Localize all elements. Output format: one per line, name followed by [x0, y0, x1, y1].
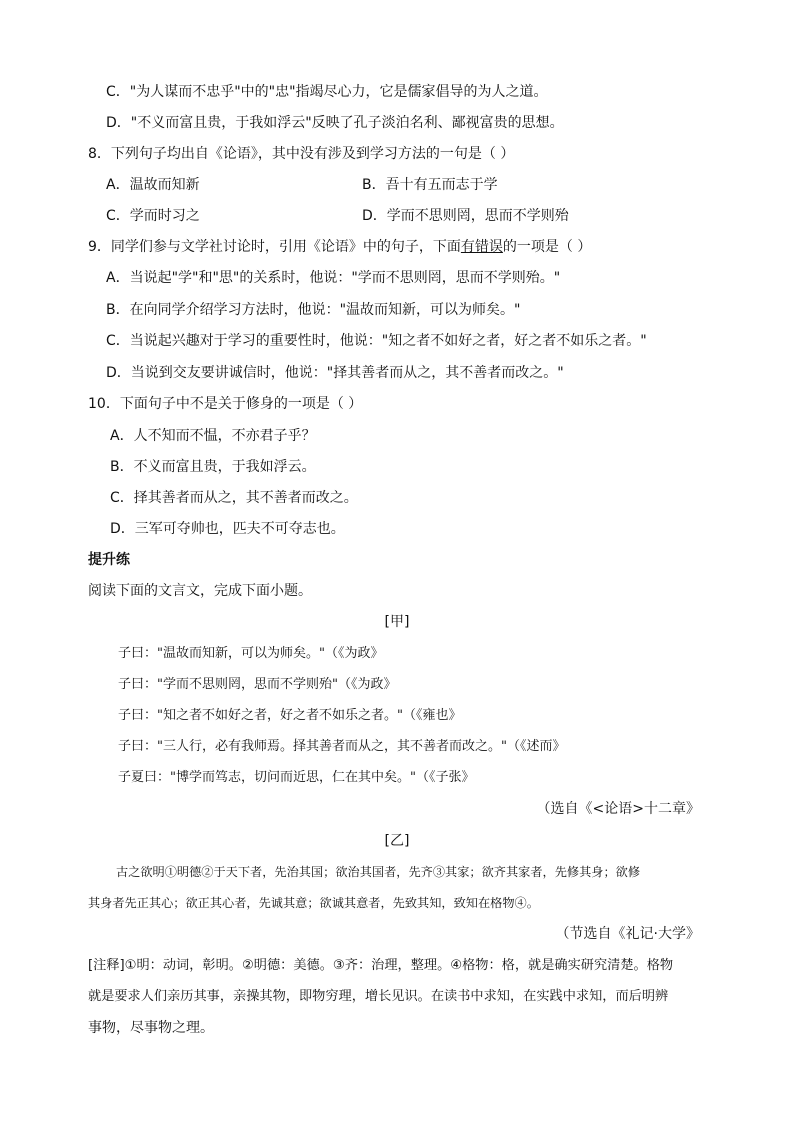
q8-option-d: D．学而不思则罔，思而不学则殆 — [362, 208, 569, 224]
q9-option-b: B．在向同学介绍学习方法时，他说："温故而知新，可以为师矣。" — [106, 302, 521, 318]
q9-stem-pre: 9．同学们参与文学社讨论时，引用《论语》中的句子，下面 — [88, 239, 461, 255]
q10-option-b: B．不义而富且贵，于我如浮云。 — [110, 459, 316, 475]
q8-option-a: A．温故而知新 — [106, 177, 200, 193]
q9-option-a: A．当说起"学"和"思"的关系时，他说："学而不思则罔，思而不学则殆。" — [106, 270, 561, 286]
q10-option-a: A．人不知而不愠，不亦君子乎？ — [110, 428, 316, 444]
jia-title: [甲] — [384, 614, 410, 630]
q7-option-c: C．"为人谋而不忠乎"中的"忠"指竭尽心力，它是儒家倡导的为人之道。 — [106, 84, 548, 100]
jia-line-2: 子曰："学而不思则罔，思而不学则殆"（《为政》 — [118, 677, 397, 692]
section-title: 提升练 — [88, 552, 130, 568]
q10-option-d: D．三军可夺帅也，匹夫不可夺志也。 — [110, 521, 345, 537]
q8-option-b: B．吾十有五而志于学 — [362, 177, 498, 193]
q9-option-d: D．当说到交友要讲诚信时，他说："择其善者而从之，其不善者而改之。" — [106, 365, 564, 381]
q10-option-c: C．择其善者而从之，其不善者而改之。 — [110, 490, 358, 506]
jia-line-5: 子夏曰："博学而笃志，切问而近思，仁在其中矣。"（《子张》 — [118, 770, 475, 785]
yi-line-1: 古之欲明①明德②于天下者，先治其国；欲治其国者，先齐③其家；欲齐其家者，先修其身；欲修 — [116, 865, 641, 879]
notes-line-3: 事物，尽事物之理。 — [88, 1020, 214, 1036]
yi-title: [乙] — [384, 833, 410, 849]
q8-stem: 8．下列句子均出自《论语》，其中没有涉及到学习方法的一句是（ ） — [88, 146, 515, 162]
notes-line-1: [注释]①明：动词，彰明。②明德：美德。③齐：治理，整理。④格物：格，就是确实研究清楚。格物 — [88, 958, 674, 973]
q10-stem: 10．下面句子中不是关于修身的一项是（ ） — [88, 396, 363, 412]
q9-stem-underlined: 有错误 — [460, 239, 503, 255]
yi-line-2: 其身者先正其心；欲正其心者，先诚其意；欲诚其意者，先致其知，致知在格物④。 — [88, 896, 539, 910]
jia-source: （选自《<论语>十二章》 — [536, 801, 700, 817]
jia-line-1: 子曰："温故而知新，可以为师矣。"（《为政》 — [118, 646, 384, 661]
q7-option-d: D．"不义而富且贵，于我如浮云"反映了孔子淡泊名利、鄙视富贵的思想。 — [106, 115, 564, 131]
notes-line-2: 就是要求人们亲历其事，亲操其物，即物穷理，增长见识。在读书中求知，在实践中求知，而后明辨 — [88, 989, 669, 1004]
jia-line-3: 子曰："知之者不如好之者，好之者不如乐之者。"（《雍也》 — [118, 708, 462, 723]
q9-option-c: C．当说起兴趣对于学习的重要性时，他说："知之者不如好之者，好之者不如乐之者。" — [106, 333, 647, 349]
q9-stem — [88, 238, 591, 256]
q9-stem-post: 的一项是（ ） — [502, 239, 592, 255]
q8-option-c: C．学而时习之 — [106, 208, 200, 224]
instruction: 阅读下面的文言文，完成下面小题。 — [88, 583, 312, 599]
jia-line-4: 子曰："三人行，必有我师焉。择其善者而从之，其不善者而改之。"（《述而》 — [118, 739, 566, 754]
yi-source: （节选自《礼记·大学》 — [555, 926, 700, 942]
